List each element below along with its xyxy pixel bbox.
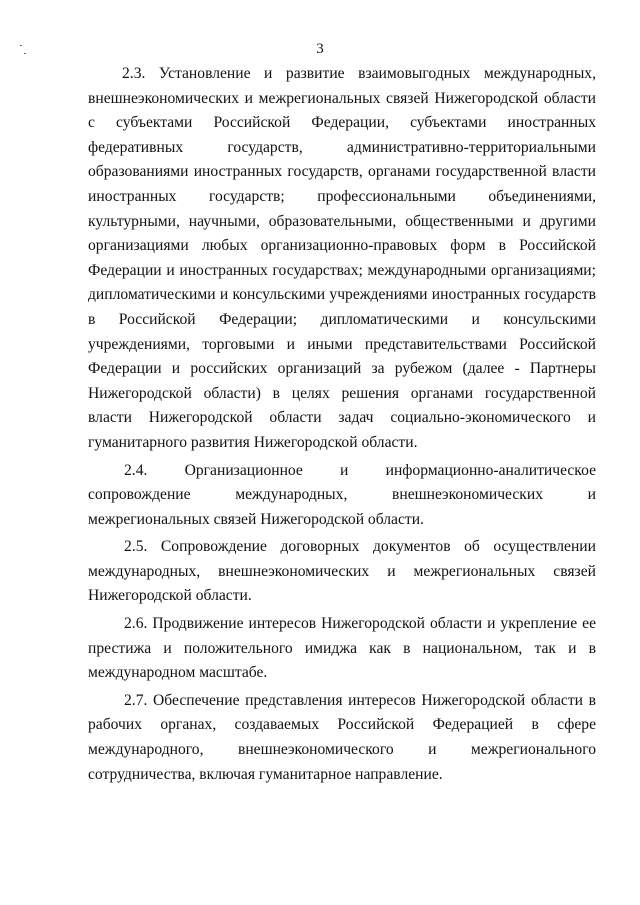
document-body [88,62,596,787]
paragraph-2-6: 2.6. Продвижение интересов Нижегородской области и укрепление ее престижа и положительного имиджа как в национальном, так и в международном масштабе. [88,615,596,682]
page-number: 3 [316,41,324,57]
paragraph-2-5: 2.5. Сопровождение договорных документов об осуществлении международных, внешнеэкономических и межрегиональных связей Нижегородской области. [88,538,596,605]
paragraph-2-3: 2.3. Установление и развитие взаимовыгодных международных, внешнеэкономических и межрегиональных связей Нижегородской области с субъектами Российской Федерации, субъектами иностранных федеративных государств, административно-территориальными образованиями иностранных государств, органами государственной власти иностранных государств; профессиональными объединениями, культурными, научными, образовательными, общественными и другими организациями любых организационно-правовых форм в Российской Федерации и иностранных государствах; международными организациями; дипломатическими и консульскими учреждениями иностранных государств в Российской Федерации; дипломатическими и консульскими учреждениями, торговыми и иными представительствами Российской Федерации и российских организаций за рубежом (далее - Партнеры Нижегородской области) в целях решения органами государственной власти Нижегородской области задач социально-экономического и гуманитарного развития Нижегородской области. [88,65,596,451]
paragraph-2-7: 2.7. Обеспечение представления интересов Нижегородской области в рабочих органах, создаваемых Российской Федерацией в сфере международного, внешнеэкономического и межрегионального сотрудничества, включая гуманитарное направление. [88,691,596,783]
paragraph-2-4: 2.4. Организационное и информационно-аналитическое сопровождение международных, внешнеэкономических и межрегиональных связей Нижегородской области. [88,461,596,528]
